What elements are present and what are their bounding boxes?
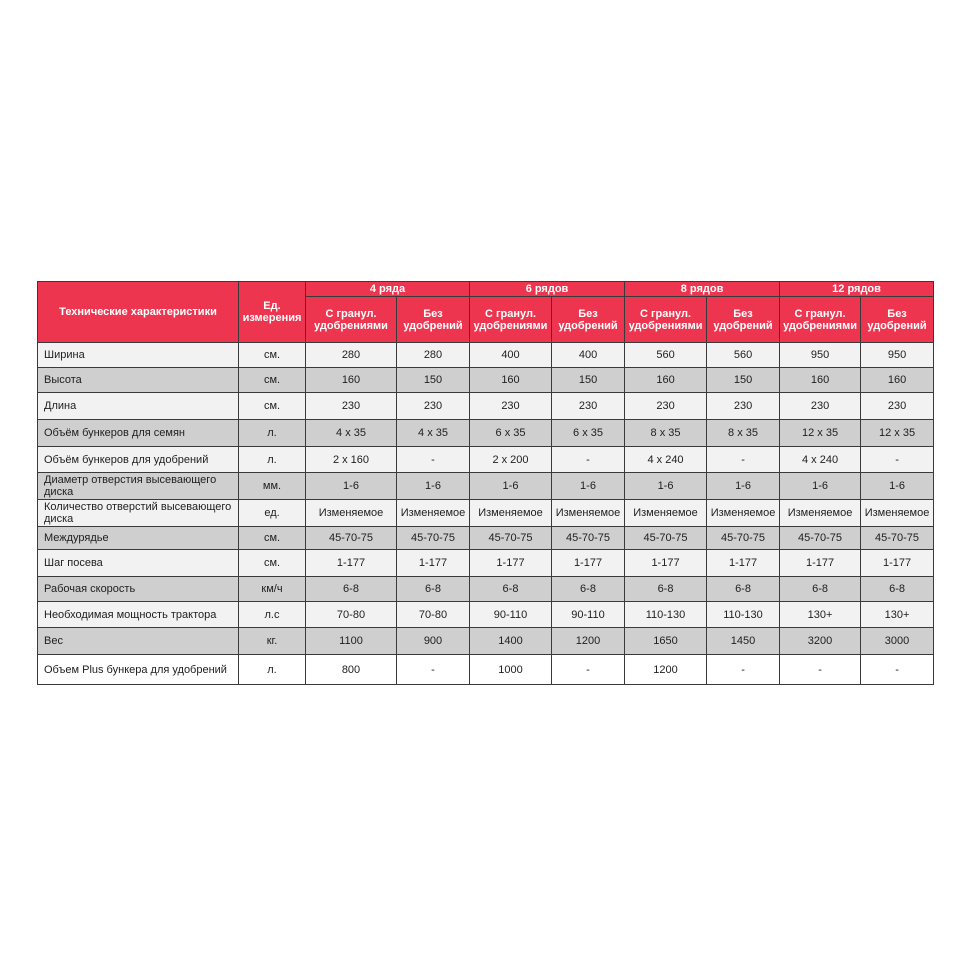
row-label: Длина	[38, 393, 239, 420]
table-cell: 6-8	[861, 577, 934, 602]
table-cell: 70-80	[306, 602, 397, 628]
table-cell: 230	[707, 393, 780, 420]
table-row	[38, 577, 934, 602]
table-cell: 230	[397, 393, 470, 420]
table-cell: -	[707, 447, 780, 473]
table-row	[38, 447, 934, 473]
table-cell: 1-177	[861, 550, 934, 577]
table-cell: 6-8	[552, 577, 625, 602]
table-cell: 1-6	[306, 473, 397, 500]
table-cell: 6-8	[306, 577, 397, 602]
table-cell: -	[861, 447, 934, 473]
table-cell: 4 x 35	[397, 420, 470, 447]
table-cell: 1-177	[552, 550, 625, 577]
subheader-without-fertilizer: Без удобрений	[861, 297, 934, 343]
table-cell: 6-8	[707, 577, 780, 602]
table-cell: Изменяемое	[306, 500, 397, 527]
table-cell: Изменяемое	[707, 500, 780, 527]
row-label: Ширина	[38, 343, 239, 368]
header-group-8-rows: 8 рядов	[625, 282, 780, 297]
header-unit: Ед. измерения	[239, 282, 306, 343]
row-unit: л.с	[239, 602, 306, 628]
table-cell: 560	[625, 343, 707, 368]
row-unit: см.	[239, 550, 306, 577]
table-cell: 1-177	[707, 550, 780, 577]
row-label: Объём бункеров для семян	[38, 420, 239, 447]
table-cell: 4 x 240	[625, 447, 707, 473]
table-cell: 3200	[780, 628, 861, 655]
table-cell: 800	[306, 655, 397, 685]
table-row	[38, 368, 934, 393]
row-unit: см.	[239, 527, 306, 550]
row-unit: мм.	[239, 473, 306, 500]
table-cell: 90-110	[470, 602, 552, 628]
row-label: Объем Plus бункера для удобрений	[38, 655, 239, 685]
row-label: Рабочая скорость	[38, 577, 239, 602]
table-cell: 110-130	[707, 602, 780, 628]
table-cell: 400	[552, 343, 625, 368]
subheader-with-fertilizer: С гранул. удобрениями	[470, 297, 552, 343]
subheader-without-fertilizer: Без удобрений	[552, 297, 625, 343]
table-cell: 6-8	[397, 577, 470, 602]
row-label: Высота	[38, 368, 239, 393]
row-label: Необходимая мощность трактора	[38, 602, 239, 628]
table-cell: 230	[625, 393, 707, 420]
table-cell: 2 x 200	[470, 447, 552, 473]
table-cell: 70-80	[397, 602, 470, 628]
table-row	[38, 473, 934, 500]
table-cell: 1-6	[552, 473, 625, 500]
row-label: Количество отверстий высевающего диска	[38, 500, 239, 527]
table-cell: 45-70-75	[470, 527, 552, 550]
row-unit: кг.	[239, 628, 306, 655]
table-cell: -	[552, 655, 625, 685]
table-cell: 45-70-75	[625, 527, 707, 550]
table-cell: 160	[780, 368, 861, 393]
table-cell: 150	[707, 368, 780, 393]
table-cell: 45-70-75	[861, 527, 934, 550]
table-cell: 8 x 35	[707, 420, 780, 447]
table-cell: 1-6	[625, 473, 707, 500]
table-cell: 1400	[470, 628, 552, 655]
table-cell: -	[397, 655, 470, 685]
table-cell: 12 x 35	[861, 420, 934, 447]
table-cell: 6 x 35	[470, 420, 552, 447]
table-cell: 1000	[470, 655, 552, 685]
header-group-4-rows: 4 ряда	[306, 282, 470, 297]
table-body	[38, 343, 934, 685]
table-cell: 280	[397, 343, 470, 368]
table-row	[38, 602, 934, 628]
table-row	[38, 655, 934, 685]
table-cell: 6-8	[780, 577, 861, 602]
table-row	[38, 628, 934, 655]
table-cell: -	[552, 447, 625, 473]
row-label: Шаг посева	[38, 550, 239, 577]
table-cell: 1-177	[780, 550, 861, 577]
header-group-6-rows: 6 рядов	[470, 282, 625, 297]
table-cell: 400	[470, 343, 552, 368]
table-cell: 1-6	[780, 473, 861, 500]
table-cell: 230	[861, 393, 934, 420]
table-cell: 230	[306, 393, 397, 420]
spec-table	[37, 281, 934, 685]
row-unit: км/ч	[239, 577, 306, 602]
table-cell: 230	[470, 393, 552, 420]
table-row	[38, 420, 934, 447]
table-cell: 4 x 240	[780, 447, 861, 473]
header-group-12-rows: 12 рядов	[780, 282, 934, 297]
table-cell: Изменяемое	[397, 500, 470, 527]
table-cell: 230	[780, 393, 861, 420]
table-cell: 45-70-75	[306, 527, 397, 550]
table-cell: 1-177	[306, 550, 397, 577]
table-cell: 130+	[780, 602, 861, 628]
table-cell: Изменяемое	[861, 500, 934, 527]
table-cell: 45-70-75	[780, 527, 861, 550]
table-cell: 6 x 35	[552, 420, 625, 447]
subheader-with-fertilizer: С гранул. удобрениями	[306, 297, 397, 343]
table-cell: 2 x 160	[306, 447, 397, 473]
table-cell: 1-6	[707, 473, 780, 500]
subheader-without-fertilizer: Без удобрений	[397, 297, 470, 343]
table-cell: 160	[470, 368, 552, 393]
table-cell: Изменяемое	[470, 500, 552, 527]
table-cell: -	[861, 655, 934, 685]
table-cell: 230	[552, 393, 625, 420]
table-cell: 160	[861, 368, 934, 393]
table-cell: -	[397, 447, 470, 473]
table-row	[38, 500, 934, 527]
table-cell: 280	[306, 343, 397, 368]
table-cell: 12 x 35	[780, 420, 861, 447]
row-unit: см.	[239, 343, 306, 368]
table-cell: 160	[306, 368, 397, 393]
row-unit: л.	[239, 420, 306, 447]
table-cell: 6-8	[625, 577, 707, 602]
table-cell: 110-130	[625, 602, 707, 628]
table-cell: 45-70-75	[397, 527, 470, 550]
table-cell: Изменяемое	[780, 500, 861, 527]
table-cell: 900	[397, 628, 470, 655]
table-cell: -	[780, 655, 861, 685]
row-label: Междурядье	[38, 527, 239, 550]
table-cell: 90-110	[552, 602, 625, 628]
row-unit: л.	[239, 447, 306, 473]
table-cell: 150	[397, 368, 470, 393]
table-cell: 150	[552, 368, 625, 393]
row-unit: см.	[239, 368, 306, 393]
row-label: Вес	[38, 628, 239, 655]
table-cell: 3000	[861, 628, 934, 655]
table-cell: -	[707, 655, 780, 685]
table-cell: 6-8	[470, 577, 552, 602]
table-cell: 950	[861, 343, 934, 368]
row-unit: л.	[239, 655, 306, 685]
table-cell: 1450	[707, 628, 780, 655]
row-unit: ед.	[239, 500, 306, 527]
row-label: Диаметр отверстия высевающего диска	[38, 473, 239, 500]
subheader-with-fertilizer: С гранул. удобрениями	[780, 297, 861, 343]
row-label: Объём бункеров для удобрений	[38, 447, 239, 473]
table-cell: Изменяемое	[625, 500, 707, 527]
table-row	[38, 343, 934, 368]
table-cell: 560	[707, 343, 780, 368]
table-cell: 45-70-75	[552, 527, 625, 550]
header-characteristics: Технические характеристики	[38, 282, 239, 343]
table-cell: 1-177	[397, 550, 470, 577]
table-cell: 8 x 35	[625, 420, 707, 447]
row-unit: см.	[239, 393, 306, 420]
subheader-with-fertilizer: С гранул. удобрениями	[625, 297, 707, 343]
table-cell: Изменяемое	[552, 500, 625, 527]
subheader-without-fertilizer: Без удобрений	[707, 297, 780, 343]
table-cell: 45-70-75	[707, 527, 780, 550]
table-cell: 1650	[625, 628, 707, 655]
table-cell: 1-177	[470, 550, 552, 577]
table-cell: 160	[625, 368, 707, 393]
table-cell: 1-177	[625, 550, 707, 577]
table-header	[38, 282, 934, 343]
table-cell: 1200	[625, 655, 707, 685]
table-row	[38, 550, 934, 577]
table-row	[38, 393, 934, 420]
table-cell: 950	[780, 343, 861, 368]
table-cell: 1-6	[470, 473, 552, 500]
table-cell: 1-6	[861, 473, 934, 500]
table-row	[38, 527, 934, 550]
table-cell: 130+	[861, 602, 934, 628]
table-cell: 4 x 35	[306, 420, 397, 447]
table-cell: 1-6	[397, 473, 470, 500]
table-cell: 1200	[552, 628, 625, 655]
table-cell: 1100	[306, 628, 397, 655]
